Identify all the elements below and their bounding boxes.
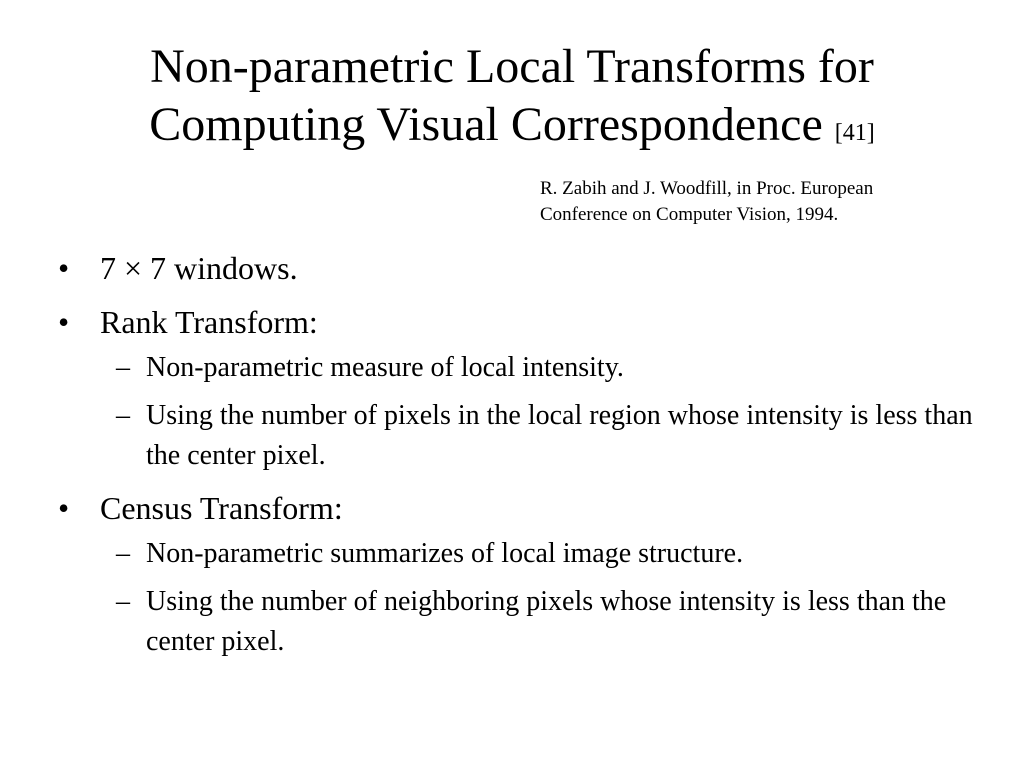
sub-bullet-item (100, 534, 998, 574)
bullet-marker: • (58, 304, 70, 340)
slide-title-line2: Computing Visual Correspondence (149, 98, 823, 151)
slide-title (0, 38, 1024, 162)
sub-bullet-list (100, 534, 998, 662)
sub-bullet-item (100, 396, 998, 476)
sub-bullet-item (100, 582, 998, 662)
bullet-list (58, 246, 998, 672)
bullet-marker: • (58, 250, 70, 286)
paper-reference (540, 176, 1020, 228)
bullet-item (58, 300, 998, 476)
sub-bullet-item (100, 348, 998, 388)
bullet-marker: • (58, 490, 70, 526)
sub-bullet-marker: – (116, 352, 130, 383)
bullet-item (58, 486, 998, 662)
sub-bullet-marker: – (116, 400, 130, 431)
sub-bullet-text: Using the number of neighboring pixels whose intensity is less than the center pixel. (146, 586, 947, 657)
slide-title-line1: Non-parametric Local Transforms for (150, 40, 874, 93)
sub-bullet-marker: – (116, 586, 130, 617)
sub-bullet-text: Non-parametric summarizes of local image structure. (146, 538, 744, 569)
citation-number: [41] (834, 120, 875, 146)
bullet-item (58, 246, 998, 290)
sub-bullet-list (100, 348, 998, 476)
sub-bullet-text: Using the number of pixels in the local region whose intensity is less than the center pixel. (146, 400, 973, 471)
bullet-text: Rank Transform: (100, 304, 318, 340)
sub-bullet-marker: – (116, 538, 130, 569)
bullet-text: Census Transform: (100, 490, 343, 526)
reference-line2: Conference on Computer Vision, 1994. (540, 204, 839, 225)
bullet-text: 7 × 7 windows. (100, 250, 298, 286)
sub-bullet-text: Non-parametric measure of local intensity. (146, 352, 624, 383)
reference-line1: R. Zabih and J. Woodfill, in Proc. European (540, 178, 874, 199)
